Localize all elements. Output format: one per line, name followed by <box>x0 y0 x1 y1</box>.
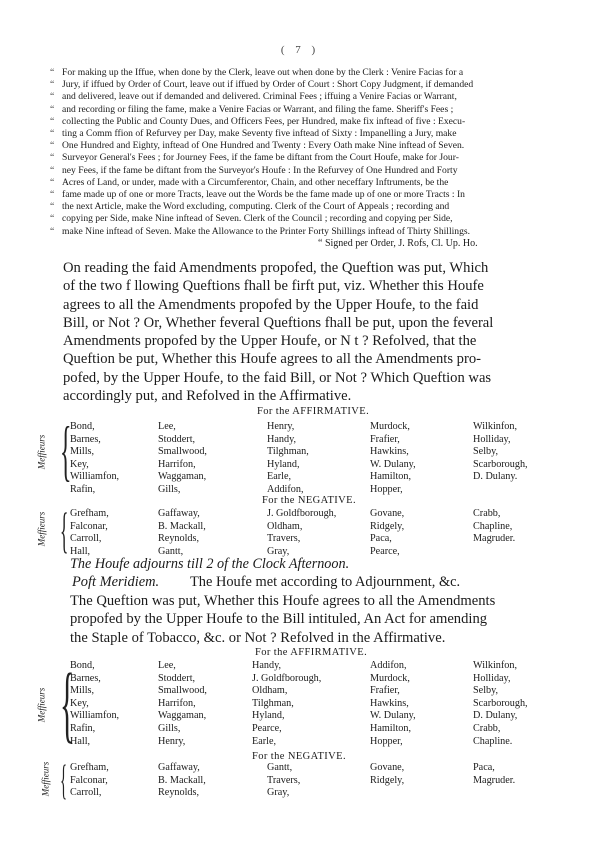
voter-name: Wilkinfon, <box>473 660 518 671</box>
voter-name: Crabb, <box>473 722 501 734</box>
amendment-line: “ ney Fees, if the fame be diftant from the Surveyor's Houfe : In the Refurvey of One Hundred and Forty <box>50 164 458 176</box>
amendment-line: “ Jury, if iffued by Order of Court, leave out if iffued by Order of Court : Short Copy Judgment, if demanded <box>50 79 474 91</box>
voter-name: Hyland, <box>267 458 300 470</box>
voter-name: Stoddert, <box>158 433 196 445</box>
voter-name: Holliday, <box>473 672 511 684</box>
paragraph-line: propofed by the Upper Houfe to the Bill intituled, An Act for amending <box>70 611 488 628</box>
voter-name: Henry, <box>267 421 295 432</box>
affirmative-vote-list-1 <box>70 421 570 501</box>
voter-name: Chapline. <box>473 735 513 747</box>
brace-icon: { <box>60 758 68 804</box>
voter-name: Gantt, <box>267 762 293 773</box>
amendment-line: “ Surveyor General's Fees ; for Journey Fees, if the fame be diftant from the Court Houfe, make for Jour- <box>50 152 459 164</box>
paragraph-staple-tobacco <box>70 592 495 647</box>
voter-name: Murdock, <box>370 421 410 432</box>
amendment-line: “ ting a Comm ffion of Refurvey per Day, make Seventy five inftead of Sixty : Impanelling a Jury, make <box>50 128 457 140</box>
voter-name: J. Goldfborough, <box>267 508 337 519</box>
voter-name: Reynolds, <box>158 787 200 799</box>
post-meridiem-label: Poft Meridiem. <box>72 574 160 590</box>
paragraph-line: Queftion be put, Whether this Houfe agrees to all the Amendments pro- <box>63 351 481 368</box>
voter-name: Lee, <box>158 660 176 671</box>
amendment-line: “ copying per Side, make Nine inftead of Seven. Clerk of the Council ; recording and copying per Side, <box>50 213 453 225</box>
voter-name: Rafin, <box>70 483 96 495</box>
brace-icon: { <box>60 655 75 751</box>
voter-name: Hyland, <box>252 710 285 722</box>
amendment-line: “ collecting the Public and County Dues, and Officers Fees, per Hundred, make fix inftead of five : Execu- <box>50 115 466 127</box>
voter-name: Falconar, <box>70 520 108 532</box>
voter-name: Hamilton, <box>370 471 412 483</box>
brace-icon: { <box>60 502 69 558</box>
voter-name: Waggaman, <box>158 471 207 483</box>
voter-name: Frafier, <box>370 433 400 445</box>
voter-name: Tilghman, <box>252 697 294 709</box>
voter-name: D. Dulany. <box>473 471 518 483</box>
voter-name: Barnes, <box>70 433 101 445</box>
paragraph-line: Amendments propofed by the Upper Houfe, or N t ? Refolved, that the <box>63 333 477 350</box>
voter-name: Govane, <box>370 508 405 519</box>
voter-name: Hall, <box>70 735 91 747</box>
negative-vote-list-2 <box>70 762 570 802</box>
voter-name: Oldham, <box>267 520 303 532</box>
voter-name: B. Mackall, <box>158 520 206 532</box>
voter-name: Ridgely, <box>370 520 405 532</box>
voter-name: Travers, <box>267 774 301 786</box>
voter-name: Pearce, <box>370 545 400 557</box>
voter-name: Ridgely, <box>370 774 405 786</box>
paragraph-line: the Staple of Tobacco, &c. or Not ? Refolved in the Affirmative. <box>70 629 446 646</box>
voter-name: Reynolds, <box>158 533 200 545</box>
voter-name: Frafier, <box>370 685 400 697</box>
voter-name: Grefham, <box>70 508 109 519</box>
voter-name: Grefham, <box>70 762 109 773</box>
amendment-line: “ and delivered, leave out if demanded and delivered. Criminal Fees ; iffuing a Venire Facias or Warrant, <box>50 91 457 103</box>
voter-name: Scarborough, <box>473 458 528 470</box>
voter-name: Gantt, <box>158 545 184 557</box>
brace-icon: { <box>60 412 72 488</box>
voter-name: Hall, <box>70 545 91 557</box>
messieurs-label: Meffieurs <box>36 511 47 547</box>
paragraph-line: of the two f llowing Queftions fhall be firft put, viz. Whether this Houfe <box>63 278 484 295</box>
met-according-line: The Houfe met according to Adjournment, &c. <box>190 574 461 590</box>
voter-name: J. Goldfborough, <box>252 672 322 684</box>
voter-name: Selby, <box>473 685 499 697</box>
paragraph-question <box>63 259 493 405</box>
voter-name: Hopper, <box>370 483 403 495</box>
messieurs-label: Meffieurs <box>40 761 51 797</box>
voter-name: Stoddert, <box>158 672 196 684</box>
voter-name: Bond, <box>70 660 95 671</box>
voter-name: Barnes, <box>70 672 101 684</box>
voter-name: Chapline, <box>473 520 513 532</box>
voter-name: Magruder. <box>473 774 516 786</box>
voter-name: Gray, <box>267 545 290 557</box>
voter-name: Murdock, <box>370 672 410 684</box>
voter-name: Carroll, <box>70 533 102 545</box>
voter-name: Earle, <box>267 471 292 483</box>
page-header-mark: ( 7 ) <box>280 44 320 56</box>
voter-name: Handy, <box>252 660 282 671</box>
voter-name: Mills, <box>70 685 95 697</box>
voter-name: Harrifon, <box>158 458 196 470</box>
voter-name: Handy, <box>267 433 297 445</box>
voter-name: Gray, <box>267 787 290 799</box>
voter-name: Paca, <box>370 533 392 545</box>
paragraph-line: pofed, by the Upper Houfe, to the faid Bill, or Not ? Which Queftion was <box>63 369 492 386</box>
voter-name: Hopper, <box>370 735 403 747</box>
voter-name: Gaffaway, <box>158 762 200 773</box>
amendments-signature: “ Signed per Order, J. Rofs, Cl. Up. Ho. <box>318 238 478 249</box>
voter-name: Holliday, <box>473 433 511 445</box>
voter-name: Hawkins, <box>370 697 409 709</box>
voter-name: Williamfon, <box>70 710 120 722</box>
paragraph-line: agrees to all the Amendments propofed by the Upper Houfe, to the faid <box>63 296 479 313</box>
voter-name: Gills, <box>158 483 181 495</box>
amendment-line: “ For making up the Iffue, when done by the Clerk, leave out when done by the Clerk : Venire Facias for a <box>50 67 464 78</box>
voter-name: Gills, <box>158 722 181 734</box>
voter-name: Hamilton, <box>370 722 412 734</box>
amendment-line: “ One Hundred and Eighty, inftead of One Hundred and Twenty : Every Oath make Nine inftead of Seven. <box>50 140 465 152</box>
voter-name: Falconar, <box>70 774 108 786</box>
voter-name: Crabb, <box>473 508 501 519</box>
affirmative-vote-list-2 <box>70 660 570 752</box>
voter-name: Carroll, <box>70 787 102 799</box>
voter-name: Williamfon, <box>70 471 120 483</box>
voter-name: Selby, <box>473 446 499 458</box>
for-affirmative-heading: For the AFFIRMATIVE. <box>255 647 368 658</box>
paragraph-line: The Queftion was put, Whether this Houfe agrees to all the Amendments <box>70 593 496 609</box>
amendment-line: “ the next Article, make the Word excluding, computing. Clerk of the Court of Appeals ; recording and <box>50 201 450 213</box>
voter-name: Pearce, <box>252 722 282 734</box>
voter-name: Travers, <box>267 533 301 545</box>
voter-name: Wilkinfon, <box>473 421 518 432</box>
voter-name: Harrifon, <box>158 697 196 709</box>
for-negative-heading: For the NEGATIVE. <box>252 751 346 762</box>
voter-name: Govane, <box>370 762 405 773</box>
amendments-block <box>50 67 578 238</box>
voter-name: Smallwood, <box>158 446 207 458</box>
amendment-line: “ make Nine inftead of Seven. Make the Allowance to the Printer Forty Shillings inftead of Thirty Shillings. <box>50 225 471 237</box>
for-affirmative-heading: For the AFFIRMATIVE. <box>257 406 370 417</box>
amendment-line: “ fame made up of one or more Tracts, leave out the Words be the fame made up of one or more Tracts : In <box>50 189 465 201</box>
voter-name: Magruder. <box>473 533 516 545</box>
for-negative-heading: For the NEGATIVE. <box>262 495 356 506</box>
adjournment-line: The Houfe adjourns till 2 of the Clock Afternoon. <box>70 556 350 572</box>
voter-name: Mills, <box>70 446 95 458</box>
voter-name: Addifon, <box>370 660 407 671</box>
voter-name: Rafin, <box>70 722 96 734</box>
voter-name: Scarborough, <box>473 697 528 709</box>
paragraph-line: Bill, or Not ? Or, Whether feveral Queftions fhall be put, upon the feveral <box>63 314 494 331</box>
voter-name: D. Dulany, <box>473 710 518 722</box>
voter-name: Smallwood, <box>158 685 207 697</box>
voter-name: Bond, <box>70 421 95 432</box>
messieurs-label: Meffieurs <box>36 687 47 723</box>
paragraph-line: accordingly put, and Refolved in the Affirmative. <box>63 388 352 405</box>
amendment-line: “ and recording or filing the fame, make a Venire Facias or Warrant, and filing the fame. Sheriff's Fees ; <box>50 103 454 115</box>
voter-name: B. Mackall, <box>158 774 206 786</box>
voter-name: Lee, <box>158 421 176 432</box>
negative-vote-list-1 <box>70 508 570 560</box>
amendment-line: “ Acres of Land, or under, made with a Circumferentor, Chain, and other neceffary Inftruments, be the <box>50 176 449 188</box>
voter-name: Addifon, <box>267 483 304 495</box>
voter-name: Key, <box>70 458 89 470</box>
voter-name: Waggaman, <box>158 710 207 722</box>
voter-name: Oldham, <box>252 685 288 697</box>
voter-name: Key, <box>70 697 89 709</box>
voter-name: Tilghman, <box>267 446 309 458</box>
voter-name: Earle, <box>252 735 277 747</box>
voter-name: W. Dulany, <box>370 710 416 722</box>
voter-name: Henry, <box>158 735 186 747</box>
voter-name: Paca, <box>473 762 495 773</box>
messieurs-label: Meffieurs <box>36 434 47 470</box>
voter-name: Gaffaway, <box>158 508 200 519</box>
voter-name: W. Dulany, <box>370 458 416 470</box>
paragraph-line: On reading the faid Amendments propofed, the Queftion was put, Which <box>63 260 489 276</box>
voter-name: Hawkins, <box>370 446 409 458</box>
